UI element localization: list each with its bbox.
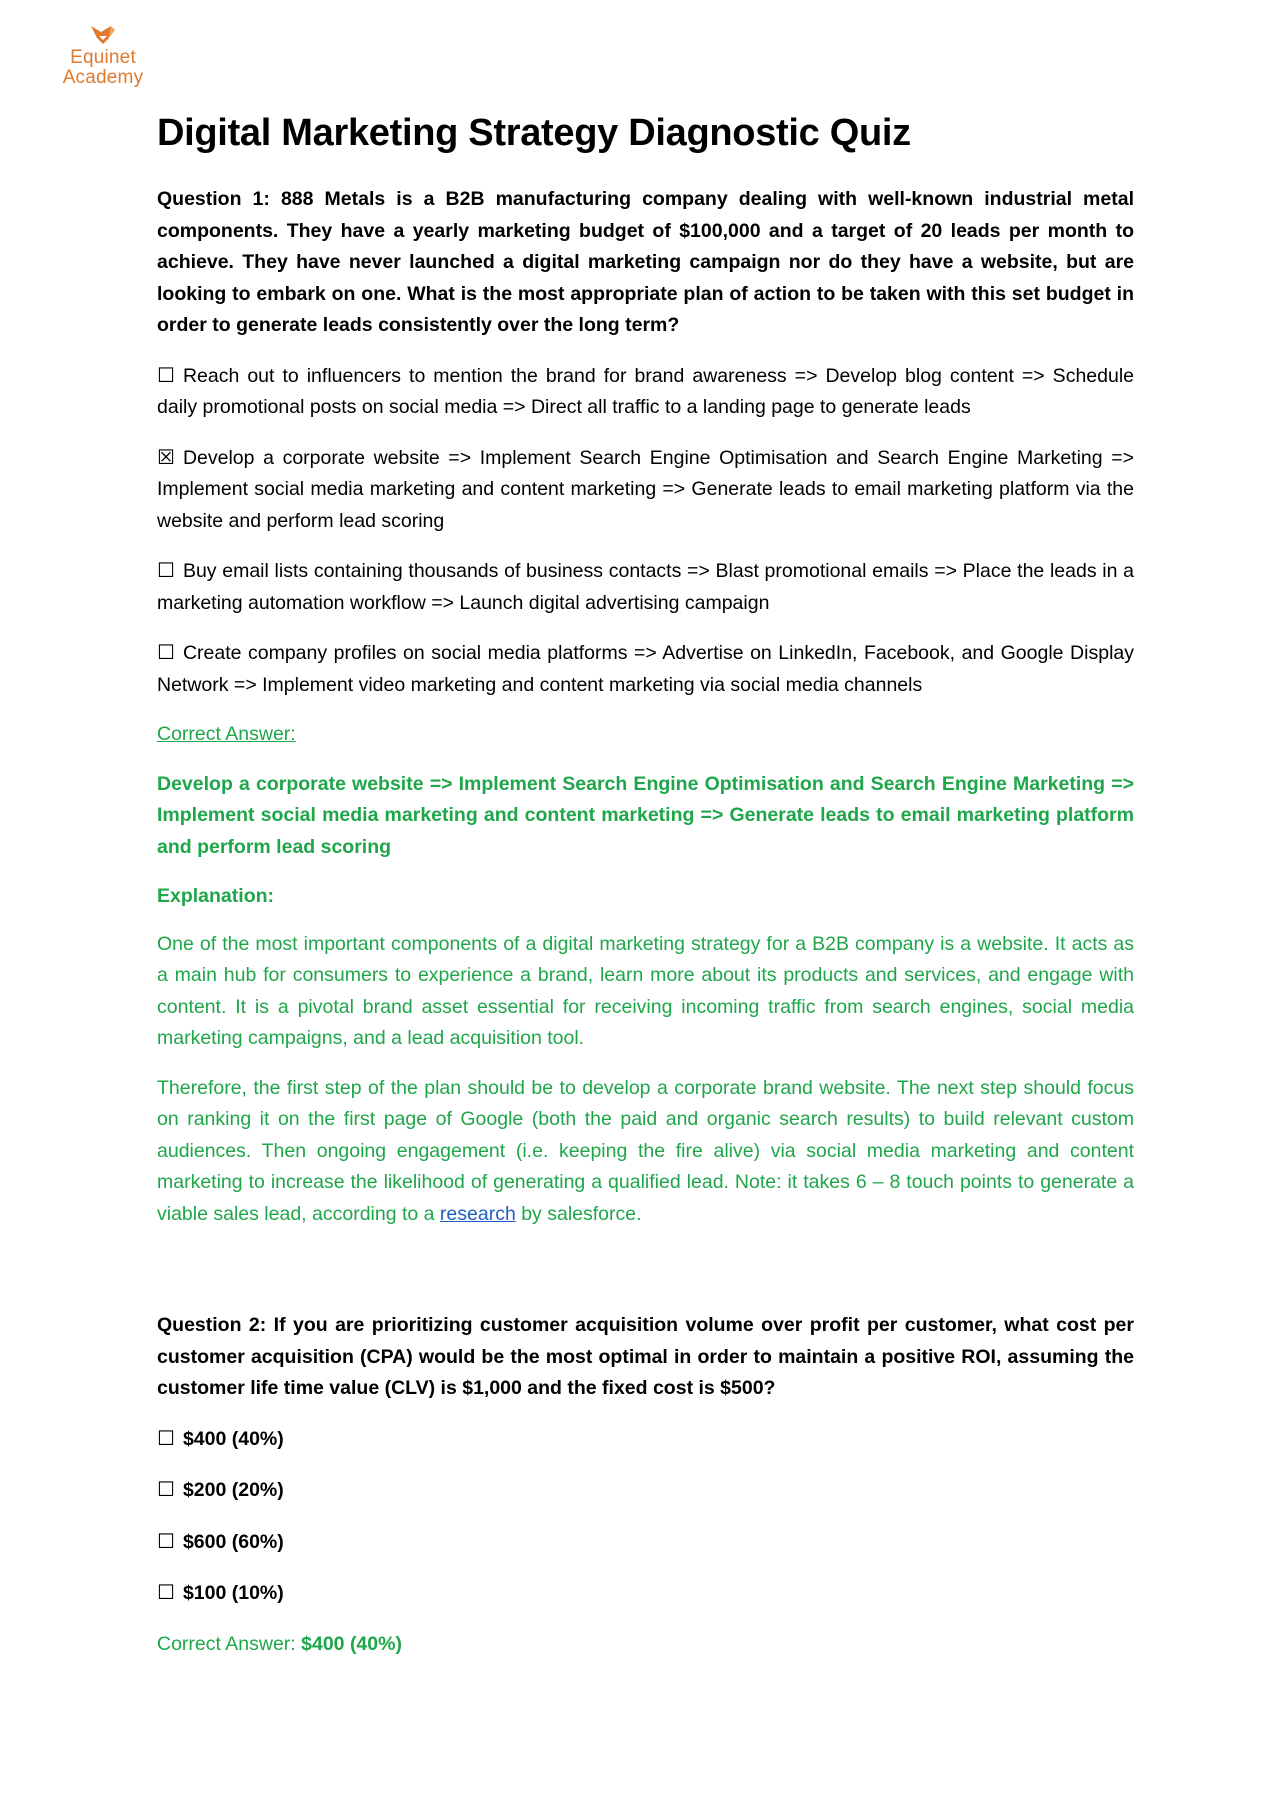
question-1-correct-label <box>157 719 1134 751</box>
option-label: Buy email lists containing thousands of business contacts => Blast promotional emails => Place the leads in a marketing automation workflow => Launch digital advertising campaign <box>157 560 1134 614</box>
explanation-paragraph-2-tail: by salesforce. <box>515 1202 642 1225</box>
question-2-option-2[interactable] <box>157 1474 1134 1507</box>
explanation-heading: Explanation: <box>157 885 275 907</box>
option-label: $400 (40%) <box>182 1427 284 1450</box>
question-2-option-4[interactable] <box>157 1577 1134 1610</box>
option-label: $600 (60%) <box>182 1530 284 1553</box>
checkbox-unchecked-icon[interactable]: ☐ <box>157 1528 175 1553</box>
correct-answer-label: Correct Answer: <box>157 723 296 745</box>
option-label: Develop a corporate website => Implement Search Engine Optimisation and Search Engine Marketing => Implement social media marketing and content marketing => Generate leads to email marketing platform via the website and perform lead scoring <box>157 446 1134 532</box>
section-spacer <box>157 1248 1134 1310</box>
question-1-option-1[interactable] <box>157 360 1134 424</box>
question-1-correct-answer: Develop a corporate website => Implement Search Engine Optimisation and Search Engine Marketing => Implement social media marketing and content marketing => Generate leads to email marketing platform and perform lead scoring <box>157 772 1134 858</box>
page-title: Digital Marketing Strategy Diagnostic Quiz <box>157 112 911 154</box>
question-2-correct-answer <box>157 1629 1134 1661</box>
checkbox-checked-icon[interactable]: ☒ <box>157 444 175 469</box>
research-link[interactable]: research <box>439 1202 516 1225</box>
document-page <box>157 108 1134 1678</box>
checkbox-unchecked-icon[interactable]: ☐ <box>157 558 175 582</box>
explanation-paragraph-1: One of the most important components of a digital marketing strategy for a B2B company is a website. It acts as a main hub for consumers to experience a brand, learn more about its products and services, and engage with content. It is a pivotal brand asset essential for receiving incoming traffic from search engines, social media marketing campaigns, and a lead acquisition tool. <box>157 932 1134 1049</box>
question-2-option-1[interactable] <box>157 1423 1134 1456</box>
question-2-option-3[interactable] <box>157 1526 1134 1559</box>
question-1-text: Question 1: 888 Metals is a B2B manufacturing company dealing with well-known industrial metal components. They have a yearly marketing budget of $100,000 and a target of 20 leads per month to achieve. They have never launched a digital marketing campaign nor do they have a website, but are looking to embark on one. What is the most appropriate plan of action to be taken with this set budget in order to generate leads consistently over the long term? <box>157 188 1134 336</box>
explanation-paragraph-2-text: Therefore, the first step of the plan should be to develop a corporate brand website. The next step should focus on ranking it on the first page of Google (both the paid and organic search results) to build relevant custom audiences. Then ongoing engagement (i.e. keeping the fire alive) via social media marketing and content marketing to increase the likelihood of generating a qualified lead. Note: it takes 6 – 8 touch points to generate a viable sales lead, according to a <box>157 1076 1134 1225</box>
correct-answer-label: Correct Answer: <box>157 1632 302 1655</box>
fox-logo-icon <box>89 24 117 46</box>
explanation-paragraph-2 <box>157 1073 1134 1231</box>
logo-text-line2: Academy <box>62 67 144 88</box>
checkbox-unchecked-icon[interactable]: ☐ <box>157 1477 175 1501</box>
question-1-option-3[interactable] <box>157 555 1134 619</box>
correct-answer-value: $400 (40%) <box>301 1632 402 1655</box>
checkbox-unchecked-icon[interactable]: ☐ <box>157 362 175 387</box>
question-1-option-4[interactable] <box>157 637 1134 701</box>
question-2-text: Question 2: If you are prioritizing customer acquisition volume over profit per customer, what cost per customer acquisition (CPA) would be the most optimal in order to maintain a positive ROI, assuming the customer life time value (CLV) is $1,000 and the fixed cost is $500? <box>157 1314 1134 1399</box>
option-label: Reach out to influencers to mention the brand for brand awareness => Develop blog content => Schedule daily promotional posts on social media => Direct all traffic to a landing page to generate leads <box>157 364 1134 418</box>
logo <box>58 24 148 88</box>
checkbox-unchecked-icon[interactable]: ☐ <box>157 1580 175 1604</box>
checkbox-unchecked-icon[interactable]: ☐ <box>157 640 175 664</box>
logo-text-line1: Equinet <box>70 47 136 68</box>
checkbox-unchecked-icon[interactable]: ☐ <box>157 1425 175 1450</box>
option-label: $200 (20%) <box>182 1479 284 1501</box>
option-label: $100 (10%) <box>182 1582 284 1604</box>
question-1-option-2[interactable] <box>157 442 1134 538</box>
option-label: Create company profiles on social media platforms => Advertise on LinkedIn, Facebook, and Google Display Network => Implement video marketing and content marketing via social media channels <box>157 642 1134 696</box>
